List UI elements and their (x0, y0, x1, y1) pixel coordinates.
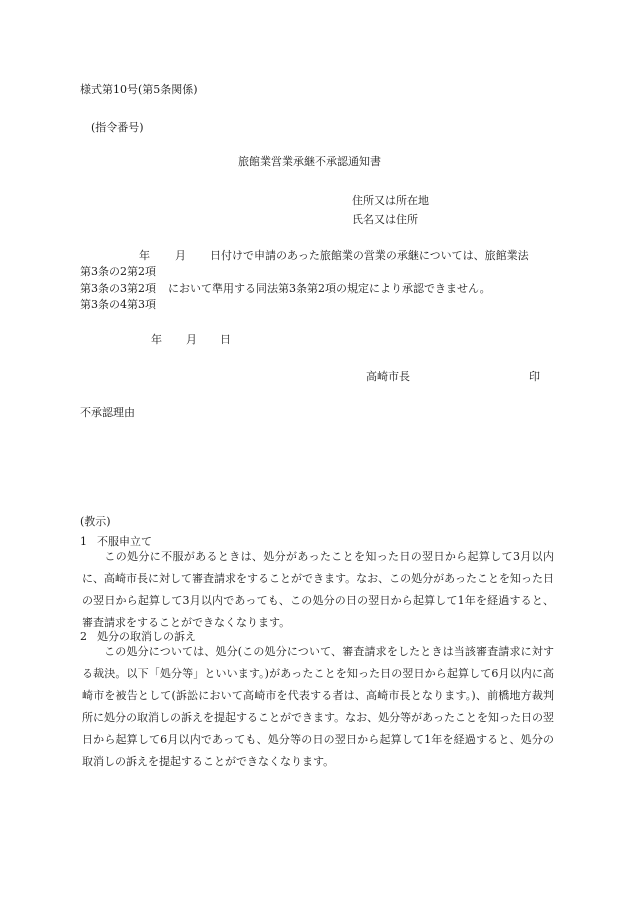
section-1-title: 不服申立て (97, 535, 152, 548)
date-month-unit: 月 (186, 333, 197, 346)
section-2-title: 処分の取消しの訴え (97, 630, 196, 643)
section-1-text: この処分に不服があるときは、処分があったことを知った日の翌日から起算して3月以内に、高崎市長に対して審査請求をすることができます。なお、この処分があったことを知った日の翌日から起算して3月以内であっても、この処分の日の翌日から起算して1年を経過すると、審査請求をすることができなくなります。 (82, 550, 555, 629)
seal-mark: 印 (529, 370, 540, 383)
section-2-paragraph (82, 641, 554, 773)
section-2-text: この処分については、処分(この処分について、審査請求をしたときは当該審査請求に対する裁決。以下「処分等」といいます。)があったことを知った日の翌日から起算して6月以内に高崎市を被告として(訴訟において高崎市を代表する者は、高崎市長となります。)、前橋地方裁判所に処分の取消しの訴えを提起することができます。なお、処分等があったことを知った日の翌日から起算して6月以内であっても、処分等の日の翌日から起算して1年を経過すると、処分の取消しの訴えを提起することができなくなります。 (82, 645, 555, 768)
document-title: 旅館業営業承継不承認通知書 (238, 155, 381, 168)
body-line1-text: 日付けで申請のあった旅館業の営業の承継については、旅館業法 (210, 249, 529, 262)
date-day-unit: 日 (220, 333, 231, 346)
issuer-name: 高崎市長 (366, 370, 410, 383)
form-number: 様式第10号(第5条関係) (80, 83, 198, 96)
body-line3-text: において準用する同法第3条第2項の規定により承認できません。 (168, 282, 491, 295)
name-label: 氏名又は住所 (352, 213, 418, 226)
section-1-paragraph (82, 546, 554, 634)
date-year-unit: 年 (151, 333, 162, 346)
reason-label: 不承認理由 (80, 406, 135, 419)
address-label: 住所又は所在地 (352, 194, 429, 207)
instruction-heading: (教示) (80, 515, 111, 528)
article-option-1: 第3条の2第2項 (80, 265, 156, 278)
article-option-3: 第3条の4第3項 (80, 298, 156, 311)
section-1-number: 1 (80, 535, 87, 548)
body-month-unit: 月 (175, 249, 186, 262)
article-option-2: 第3条の3第2項 (80, 282, 156, 295)
body-year-unit: 年 (139, 249, 150, 262)
section-2-number: 2 (80, 630, 87, 643)
designation-number: (指令番号) (91, 121, 144, 134)
